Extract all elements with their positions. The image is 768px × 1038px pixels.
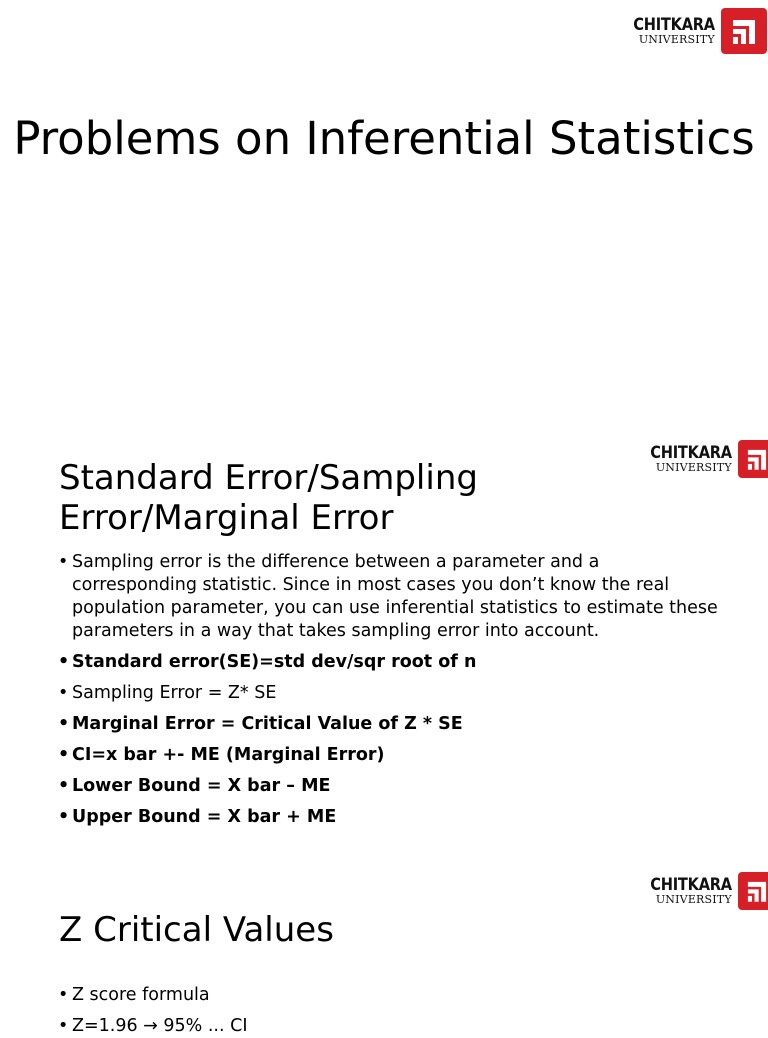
slide-heading: [59, 458, 478, 538]
bullet-list: [58, 551, 718, 829]
list-item: • Sampling Error = Z* SE: [58, 682, 718, 705]
list-item: • Sampling error is the difference between a parameter and a corresponding statistic. Since in most cases you don’t know the real population parameter, you can use inferential statistics to estimate these parameters in a way that takes sampling error into account.: [58, 551, 718, 643]
slide-z-critical-values: [0, 864, 768, 1036]
logo-mark-icon: [721, 8, 767, 54]
slide-standard-error: [0, 432, 768, 864]
logo-name: CHITKARA: [650, 875, 732, 895]
logo-subtitle: UNIVERSITY: [655, 461, 732, 474]
logo-subtitle: UNIVERSITY: [655, 893, 732, 906]
list-item: • CI=x bar +- ME (Marginal Error): [58, 744, 718, 767]
list-item: • Standard error(SE)=std dev/sqr root of n: [58, 651, 718, 674]
list-item: • Z=1.96 → 95% ... CI: [58, 1015, 718, 1038]
logo-subtitle: UNIVERSITY: [638, 33, 715, 46]
chitkara-logo: [620, 8, 767, 54]
list-item: • Upper Bound = X bar + ME: [58, 806, 718, 829]
chitkara-logo: [637, 440, 768, 478]
logo-mark-icon: [738, 872, 768, 910]
list-item: • Marginal Error = Critical Value of Z * SE: [58, 713, 718, 736]
heading-line-1: Standard Error/Sampling: [59, 458, 478, 498]
slide-heading: Z Critical Values: [59, 910, 334, 950]
heading-line-2: Error/Marginal Error: [59, 498, 394, 538]
list-item: • Lower Bound = X bar – ME: [58, 775, 718, 798]
chitkara-logo: [637, 872, 768, 910]
slide-title: [0, 0, 768, 432]
list-item: • Z score formula: [58, 984, 718, 1007]
bullet-list: [58, 984, 718, 1038]
logo-name: CHITKARA: [633, 15, 715, 35]
slide-title-text: Problems on Inferential Statistics: [13, 112, 755, 165]
logo-name: CHITKARA: [650, 443, 732, 463]
logo-mark-icon: [738, 440, 768, 478]
